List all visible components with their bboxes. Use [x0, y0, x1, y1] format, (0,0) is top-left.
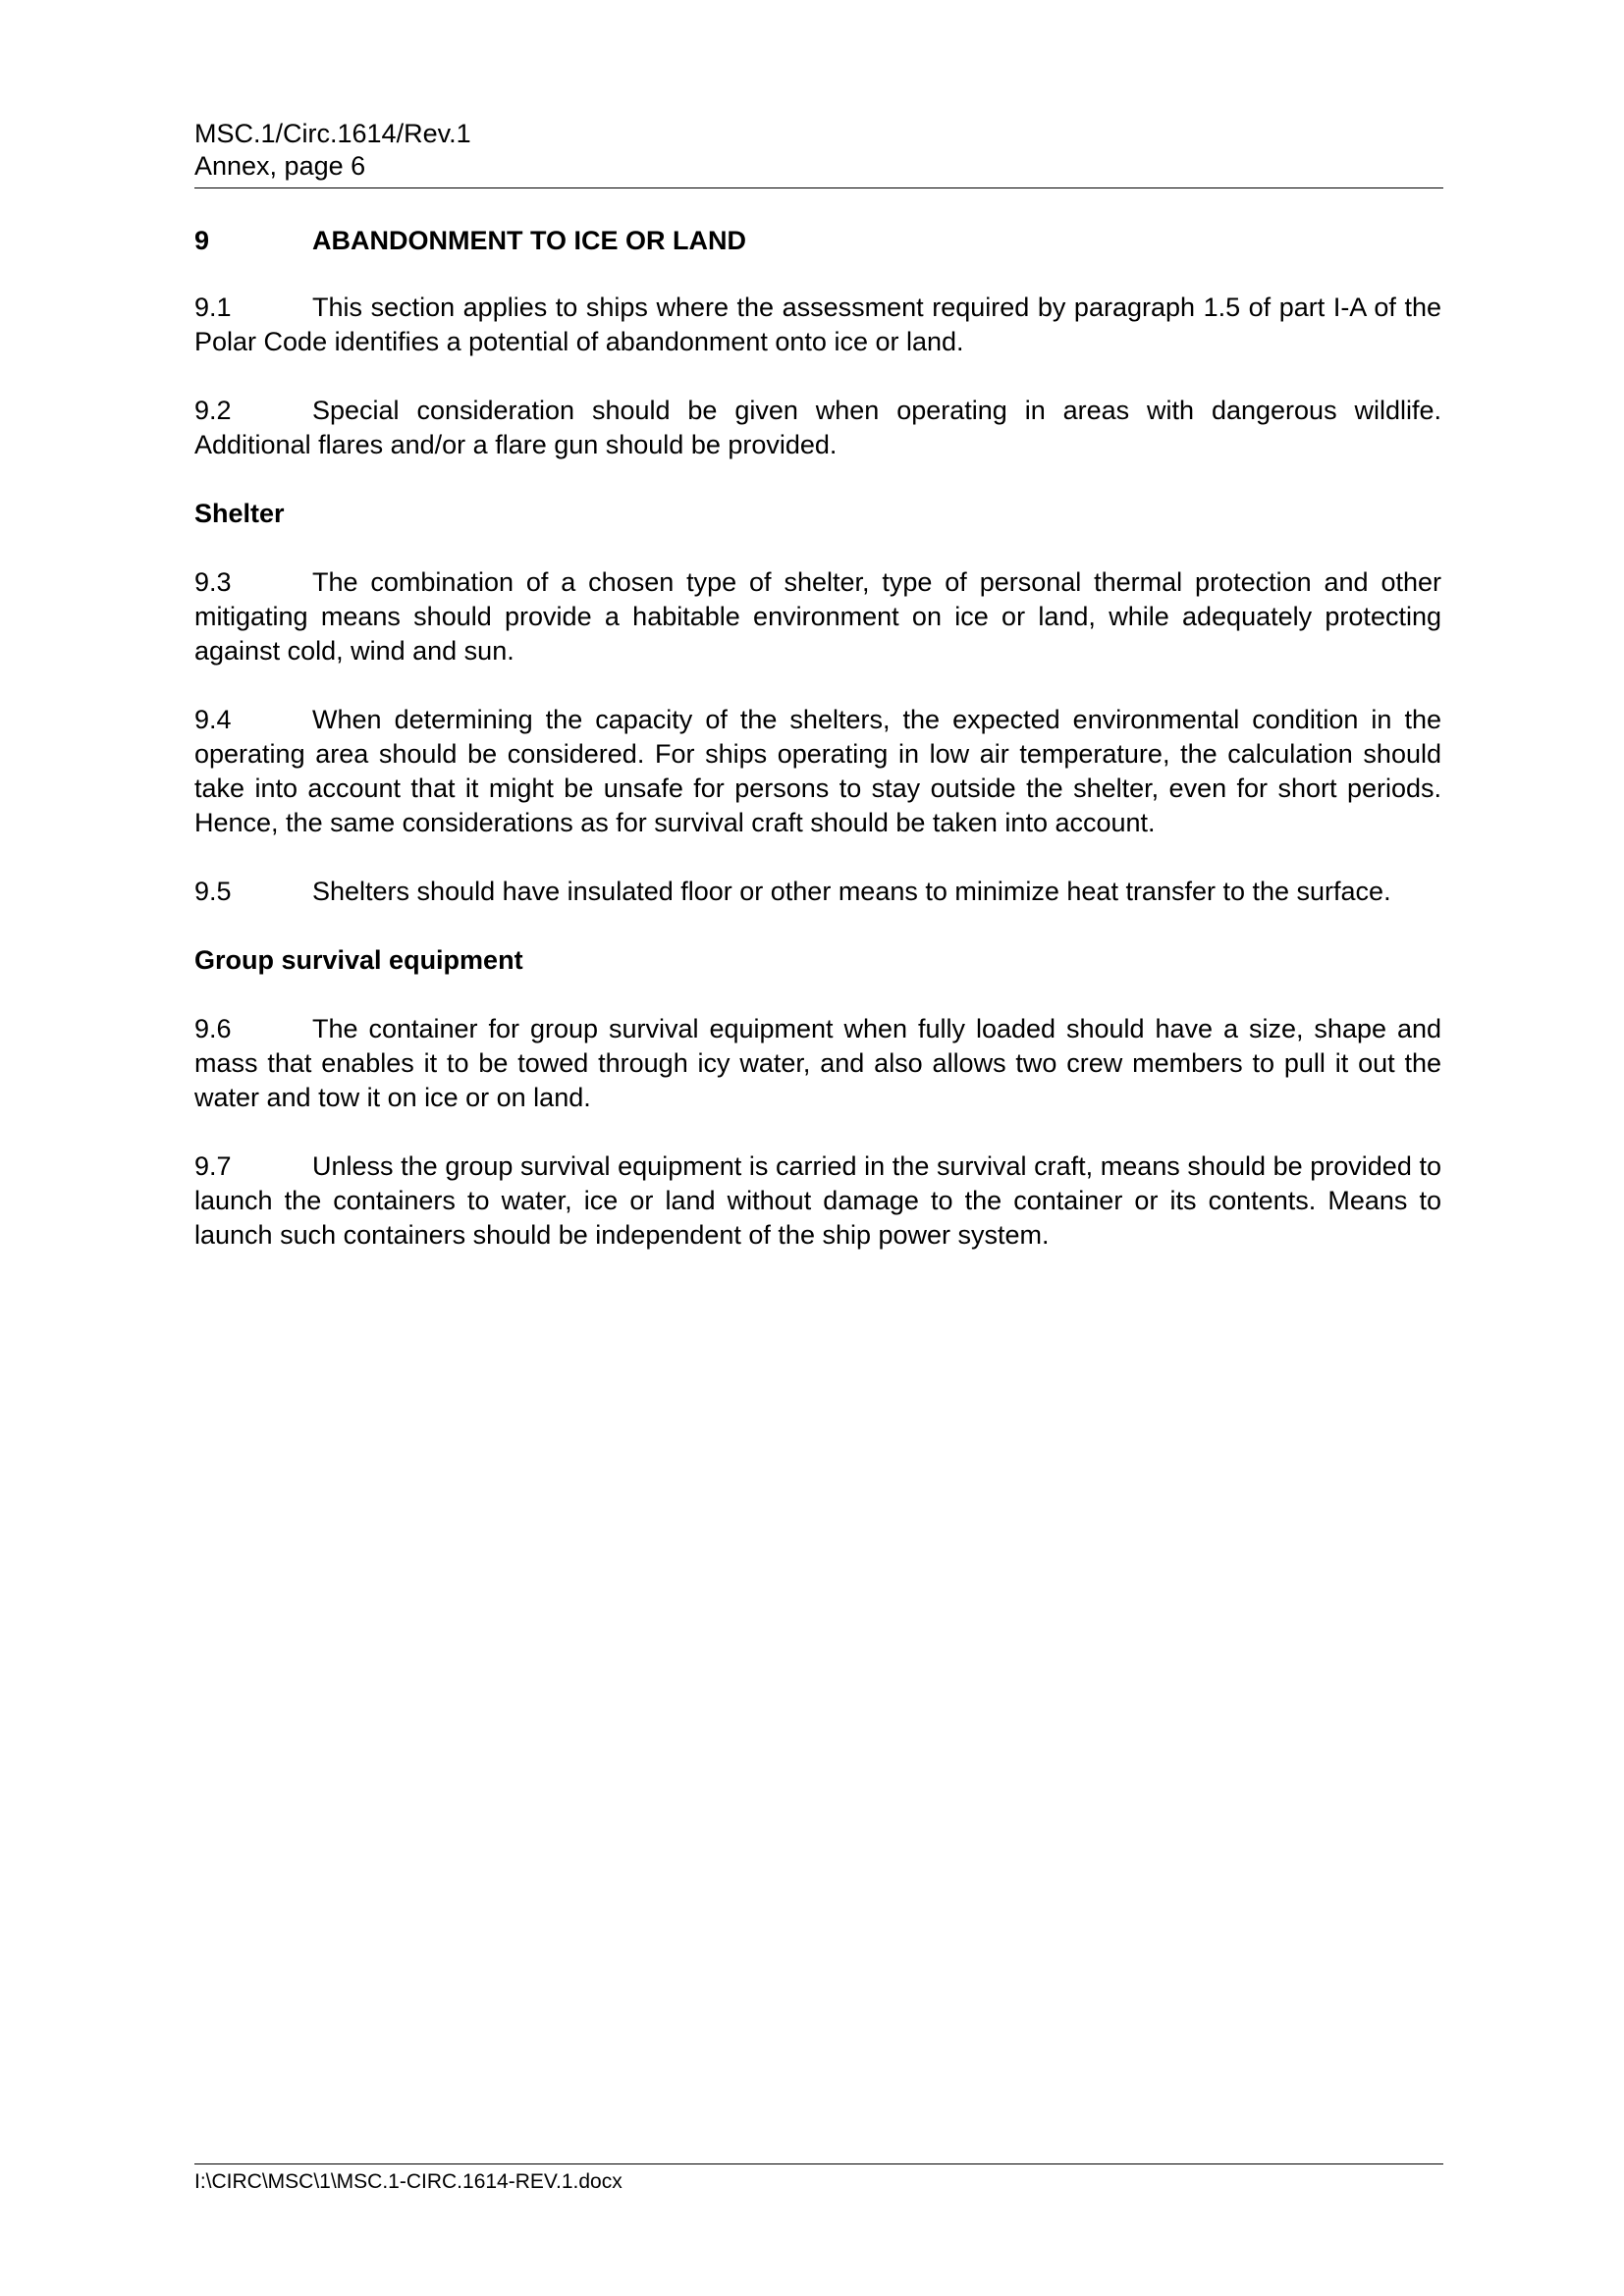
paragraph-number: 9.5: [194, 877, 232, 906]
footer-divider: [194, 2163, 1443, 2164]
paragraph-text: The container for group survival equipment when fully loaded should have a size, shape and mass that enables it to be towed through icy water, and also allows two crew members to pull it out the water and tow it on ice or on land.: [194, 1014, 1441, 1112]
subheading-group-survival-equipment: Group survival equipment: [194, 945, 523, 975]
paragraph-9-3: [194, 565, 1441, 668]
paragraph-text: Shelters should have insulated floor or other means to minimize heat transfer to the surface.: [312, 877, 1391, 906]
section-heading: [194, 224, 1441, 258]
paragraph-text: The combination of a chosen type of shelter, type of personal thermal protection and other mitigating means should provide a habitable environment on ice or land, while adequately protecting against cold, wind and sun.: [194, 567, 1441, 666]
paragraph-number: 9.3: [194, 567, 232, 597]
document-reference: MSC.1/Circ.1614/Rev.1: [194, 119, 471, 148]
paragraph-number: 9.1: [194, 293, 232, 322]
paragraph-number: 9.7: [194, 1151, 232, 1181]
subheading-shelter: Shelter: [194, 499, 285, 528]
paragraph-number: 9.2: [194, 396, 232, 425]
section-title: ABANDONMENT TO ICE OR LAND: [312, 226, 746, 255]
paragraph-text: When determining the capacity of the shelters, the expected environmental condition in the operating area should be considered. For ships operating in low air temperature, the calculation should take into account that it might be unsafe for persons to stay outside the shelter, even for short periods. Hence, the same considerations as for survival craft should be taken into account.: [194, 705, 1441, 837]
header-divider: [194, 187, 1443, 188]
page-label: Annex, page 6: [194, 151, 366, 181]
paragraph-text: Unless the group survival equipment is carried in the survival craft, means should be provided to launch the containers to water, ice or land without damage to the container or its contents. Means to launch such containers should be independent of the ship power system.: [194, 1151, 1441, 1250]
paragraph-9-2: [194, 394, 1441, 462]
paragraph-9-7: [194, 1149, 1441, 1253]
paragraph-number: 9.6: [194, 1014, 232, 1043]
paragraph-text: Special consideration should be given when operating in areas with dangerous wildlife. Additional flares and/or a flare gun should be provided.: [194, 396, 1441, 459]
paragraph-9-1: [194, 291, 1441, 359]
paragraph-9-6: [194, 1012, 1441, 1115]
paragraph-number: 9.4: [194, 705, 232, 734]
paragraph-text: This section applies to ships where the assessment required by paragraph 1.5 of part I-A of the Polar Code identifies a potential of abandonment onto ice or land.: [194, 293, 1441, 356]
footer-file-path: I:\CIRC\MSC\1\MSC.1-CIRC.1614-REV.1.docx: [194, 2170, 623, 2193]
paragraph-9-4: [194, 703, 1441, 840]
paragraph-9-5: [194, 875, 1441, 909]
document-body: [194, 224, 1441, 1287]
section-number: 9: [194, 226, 210, 255]
page-header: [194, 118, 1443, 183]
